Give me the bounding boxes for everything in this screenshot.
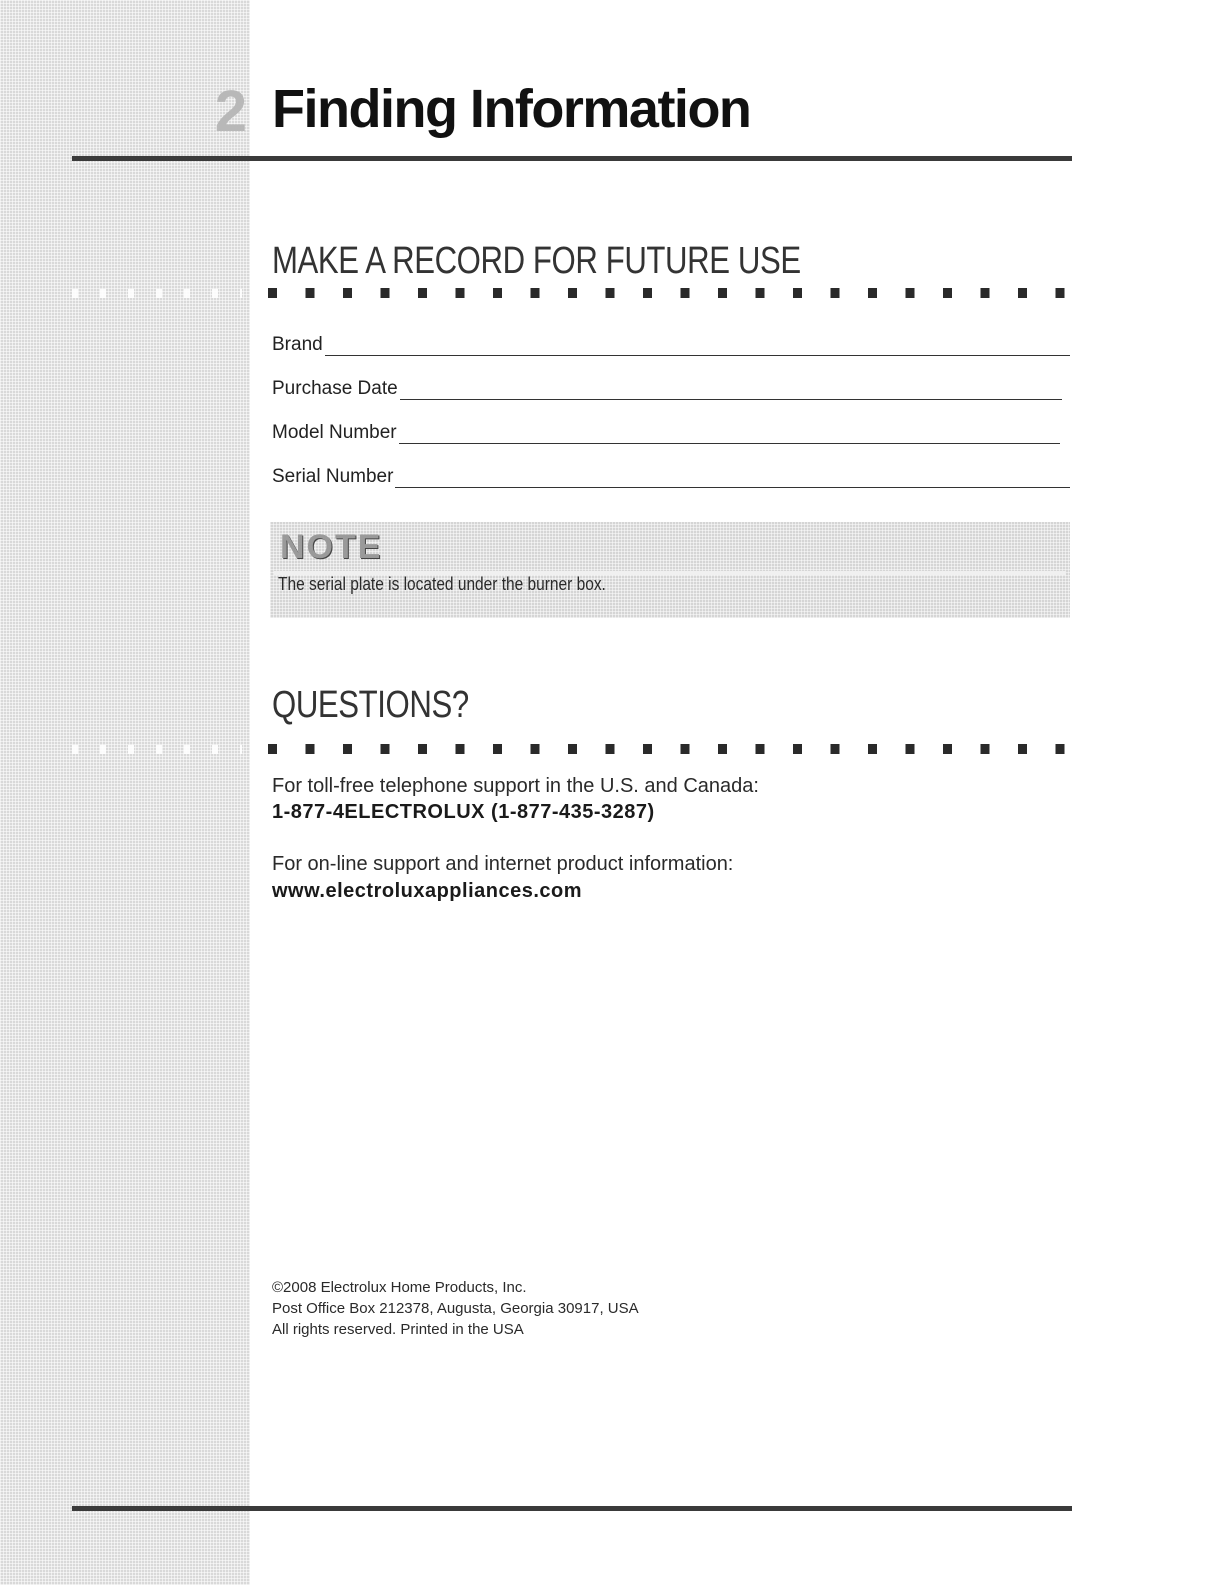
purchase-date-label: Purchase Date <box>272 378 398 399</box>
note-label: NOTE <box>280 528 383 566</box>
sidebar-pattern <box>0 0 250 1585</box>
purchase-date-field[interactable] <box>272 374 1062 400</box>
brand-line <box>325 335 1070 356</box>
note-text: The serial plate is located under the burner box. <box>278 574 606 594</box>
model-number-line <box>399 423 1060 444</box>
sidebar-dot-row <box>72 289 242 298</box>
footer-rule <box>72 1506 1072 1511</box>
questions-heading: QUESTIONS? <box>272 684 469 726</box>
serial-number-field[interactable] <box>272 462 1070 488</box>
copyright-text: ©2008 Electrolux Home Products, Inc. <box>272 1279 527 1296</box>
page-title: Finding Information <box>272 79 751 139</box>
web-intro: For on-line support and internet product information: <box>272 853 734 875</box>
chapter-number: 2 <box>214 79 246 144</box>
model-number-field[interactable] <box>272 418 1060 444</box>
header-rule <box>72 156 1072 161</box>
website-link[interactable]: www.electroluxappliances.com <box>272 880 583 902</box>
serial-number-label: Serial Number <box>272 466 394 487</box>
section-dot-divider <box>268 744 1074 754</box>
purchase-date-line <box>400 379 1062 400</box>
phone-intro: For toll-free telephone support in the U.S. and Canada: <box>272 775 759 797</box>
sidebar-dot-row <box>72 745 242 754</box>
model-number-label: Model Number <box>272 422 397 443</box>
rights-text: All rights reserved. Printed in the USA <box>272 1321 524 1338</box>
address-text: Post Office Box 212378, Augusta, Georgia 30917, USA <box>272 1300 639 1317</box>
record-heading: MAKE A RECORD FOR FUTURE USE <box>272 240 801 282</box>
brand-label: Brand <box>272 334 323 355</box>
note-box <box>270 522 1070 618</box>
section-dot-divider <box>268 288 1074 298</box>
brand-field[interactable] <box>272 330 1070 356</box>
serial-number-line <box>395 467 1070 488</box>
phone-number[interactable]: 1-877-4ELECTROLUX (1-877-435-3287) <box>272 801 655 823</box>
